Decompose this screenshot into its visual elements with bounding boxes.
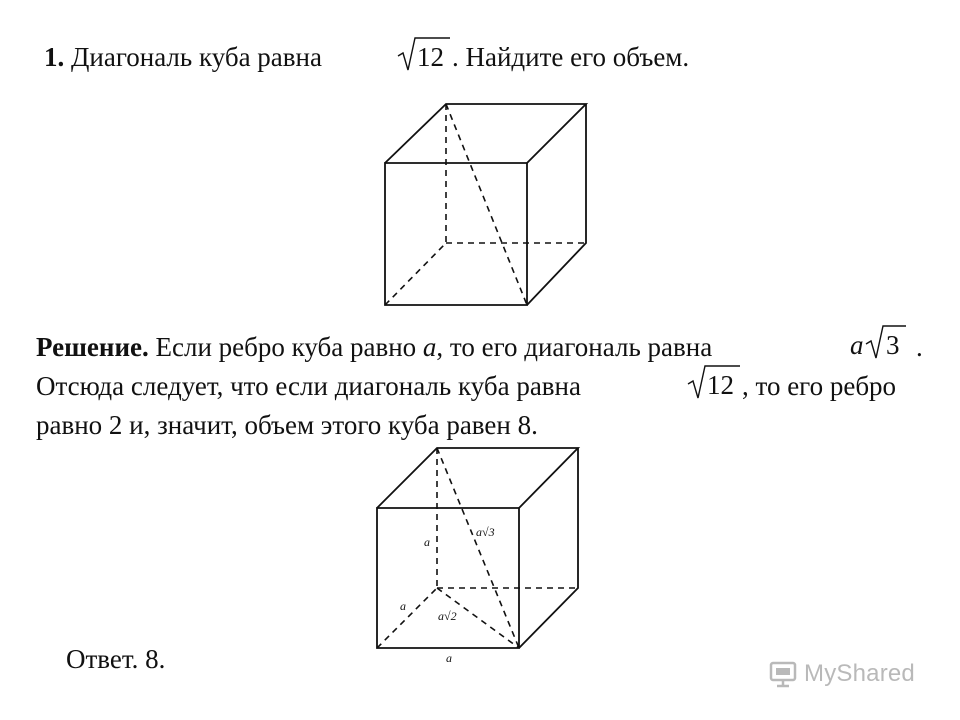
watermark-text: MyShared (804, 660, 915, 687)
answer-text: Ответ. 8. (66, 644, 166, 674)
cube1-hidden-left-bottom (385, 243, 446, 305)
cube2-hidden-left-bottom (377, 588, 437, 648)
cube1-front-face (385, 163, 527, 305)
solution-line2-after: , то его ребро (742, 371, 897, 401)
label-space-diagonal: a√3 (476, 525, 495, 539)
cube2-front-face (377, 508, 519, 648)
sqrt-12-radicand-2: 12 (707, 370, 734, 400)
a-sqrt-3-formula (848, 324, 910, 360)
sqrt-12-formula (396, 36, 452, 72)
solution-line1-end: . (916, 332, 923, 362)
label-edge-base-left: a (400, 599, 406, 613)
cube1-space-diagonal (446, 104, 527, 305)
cube-figure-2 (362, 440, 602, 670)
problem-number: 1. (44, 42, 65, 72)
label-face-diagonal: a√2 (438, 609, 457, 623)
a-sqrt-3-radicand: 3 (886, 330, 900, 360)
solution-heading: Решение. (36, 332, 149, 362)
presentation-screen-icon (768, 659, 798, 689)
problem-text-after: . Найдите его объем. (452, 42, 690, 72)
problem-text-before: Диагональ куба равна (71, 42, 322, 72)
problem-text (44, 44, 322, 71)
solution-line-3: равно 2 и, значит, объем этого куба равен 8. (36, 410, 538, 440)
solution-line1-middle: , то его диагональ равна (436, 332, 713, 362)
cube1-top-face (385, 104, 586, 163)
sqrt-12-formula-2 (686, 364, 742, 400)
solution-line1-before: Если ребро куба равно (155, 332, 417, 362)
label-edge-bottom: a (446, 651, 452, 665)
cube2-top-face (377, 448, 578, 508)
solution-line-2 (36, 373, 581, 400)
sqrt-12-radicand: 12 (417, 42, 444, 72)
label-edge-vertical: a (424, 535, 430, 549)
a-sqrt-3-var: a (850, 330, 864, 360)
cube-figure-1 (370, 95, 600, 315)
solution-var-a: a (422, 332, 437, 362)
solution-line-1 (36, 334, 712, 361)
myshared-watermark (768, 656, 928, 692)
solution-line2-before: Отсюда следует, что если диагональ куба равна (36, 371, 581, 401)
